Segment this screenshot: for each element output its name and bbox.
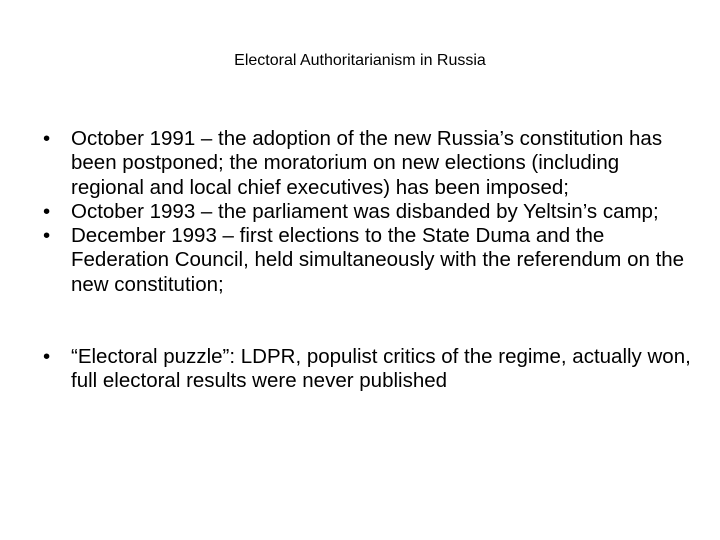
bullet-item <box>35 200 695 224</box>
bullet-text: October 1991 – the adoption of the new Russia’s constitution has been postponed; the moratorium on new elections (including regional and local chief executives) has been imposed; <box>71 127 663 199</box>
bullet-item <box>35 127 695 200</box>
bullet-dot: • <box>43 345 51 369</box>
bullet-dot: • <box>43 224 51 248</box>
bullet-item <box>35 224 695 297</box>
bullet-item <box>35 345 695 394</box>
bullet-dot: • <box>43 127 51 150</box>
bullet-text: “Electoral puzzle”: LDPR, populist critics of the regime, actually won, full electoral results were never published <box>71 345 691 393</box>
slide-title: Electoral Authoritarianism in Russia <box>234 52 486 69</box>
bullet-dot: • <box>43 199 51 223</box>
bullet-list <box>35 127 695 394</box>
bullet-text: October 1993 – the parliament was disbanded by Yeltsin’s camp; <box>71 199 659 223</box>
bullet-text: December 1993 – first elections to the State Duma and the Federation Council, held simultaneously with the referendum on the new constitution; <box>71 224 685 296</box>
